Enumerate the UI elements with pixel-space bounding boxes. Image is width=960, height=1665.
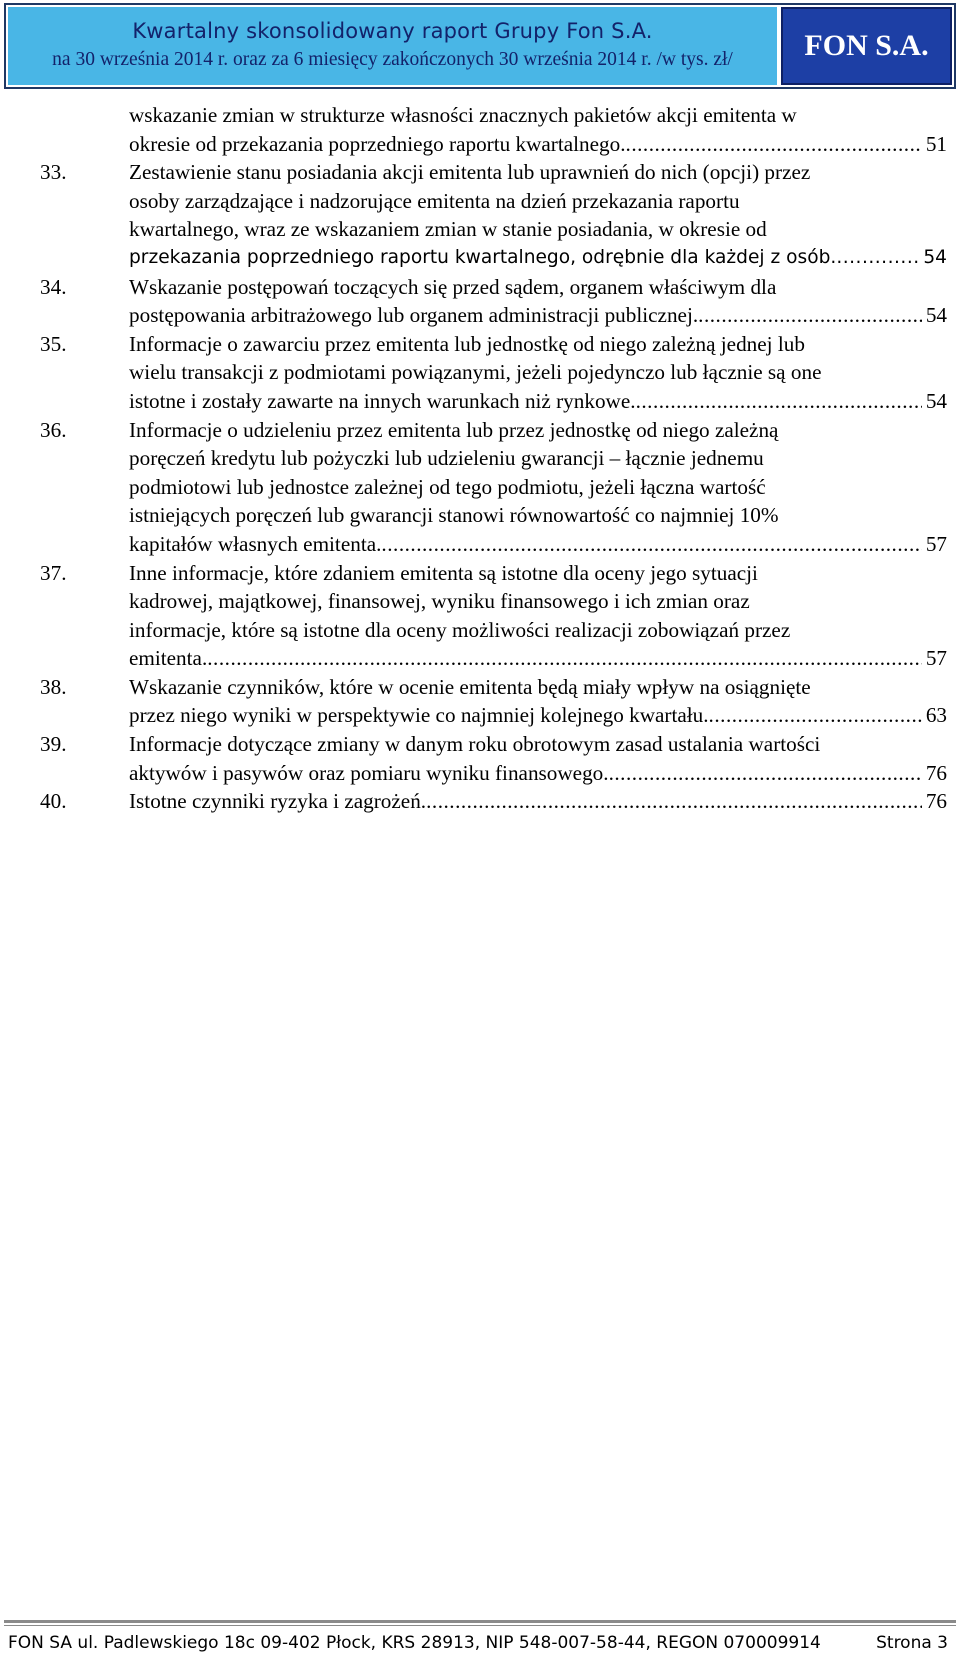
toc-page-number: 63 [925,703,947,728]
toc-leader-dots [381,530,921,559]
toc-leader-dots [609,759,922,788]
toc-line: podmiotowi lub jednostce zależnej od tego podmiotu, jeżeli łączna wartość [129,474,766,499]
toc-last-line [129,701,947,730]
toc-leader-dots [698,301,922,330]
toc-leader-dots [836,244,919,273]
toc-line: istotne i zostały zawarte na innych warunkach niż rynkowe. [129,388,636,413]
toc-leader-dots [626,130,922,159]
toc-line: Istotne czynniki ryzyka i zagrożeń. [129,789,427,814]
toc-line: Informacje o zawarciu przez emitenta lub jednostkę od niego zależną jednej lub [129,331,805,356]
toc-entry-number: 37. [40,560,67,585]
toc-line: Informacje dotyczące zmiany w danym roku obrotowym zasad ustalania wartości [129,732,821,757]
page-header [4,3,956,89]
toc-leader-dots [636,387,922,416]
header-title: Kwartalny skonsolidowany raport Grupy Fon S.A. [132,19,653,43]
toc-page-number: 54 [925,388,947,413]
toc-entry-number: 40. [40,789,67,814]
toc-line: informacje, które są istotne dla oceny możliwości realizacji zobowiązań przez [129,617,791,642]
footer-divider-thin [4,1625,956,1626]
toc-line: kadrowej, majątkowej, finansowej, wyniku finansowego i ich zmian oraz [129,589,750,614]
toc-page-number: 54 [923,246,947,268]
header-brand: FON S.A. [781,7,952,85]
toc-entry-continued[interactable] [0,101,960,158]
toc-entry-number: 36. [40,417,67,442]
toc-page-number: 76 [925,760,947,785]
header-subtitle: na 30 września 2014 r. oraz za 6 miesięcy zakończonych 30 września 2014 r. /w tys. zł/ [52,49,733,70]
toc-line: wskazanie zmian w strukturze własności znacznych pakietów akcji emitenta w [129,103,797,127]
toc-line: Wskazanie czynników, które w ocenie emitenta będą miały wpływ na osiągnięte [129,674,811,699]
footer-divider [4,1620,956,1623]
toc-leader-dots [709,701,922,730]
toc-line: Informacje o udzieleniu przez emitenta lub przez jednostkę od niego zależną [129,417,779,442]
toc-line: aktywów i pasywów oraz pomiaru wyniku finansowego. [129,760,609,785]
footer-company-info: FON SA ul. Padlewskiego 18c 09-402 Płock, KRS 28913, NIP 548-007-58-44, REGON 070009914 [8,1633,821,1653]
toc-line: poręczeń kredytu lub pożyczki lub udzieleniu gwarancji – łącznie jednemu [129,446,764,471]
footer-page-number: Strona 3 [876,1633,948,1653]
toc-last-line [129,130,947,159]
toc-entry-34[interactable] [0,273,960,330]
toc-entry-39[interactable] [0,730,960,787]
toc-line: istniejących poręczeń lub gwarancji stanowi równowartość co najmniej 10% [129,503,779,528]
toc-line: okresie od przekazania poprzedniego raportu kwartalnego. [129,131,626,156]
toc-leader-dots [426,787,922,816]
toc-entry-number: 34. [40,274,67,299]
toc-last-line [129,787,947,816]
toc-last-line [129,759,947,788]
toc-line: emitenta. [129,646,208,671]
toc-line: kwartalnego, wraz ze wskazaniem zmian w stanie posiadania, w okresie od [129,217,767,242]
toc-entry-number: 35. [40,331,67,356]
toc-page-number: 54 [925,303,947,328]
toc-page-number: 51 [925,131,947,156]
toc-line: postępowania arbitrażowego lub organem administracji publicznej. [129,303,699,328]
toc-last-line [129,301,947,330]
toc-entry-33[interactable] [0,158,960,272]
toc-entry-number: 33. [40,160,67,185]
toc-line: wielu transakcji z podmiotami powiązanymi, jeżeli pojedynczo lub łącznie są one [129,360,822,385]
toc-entry-38[interactable] [0,673,960,730]
toc-line: przez niego wyniki w perspektywie co najmniej kolejnego kwartału. [129,703,709,728]
toc-entry-40[interactable] [0,787,960,816]
toc-entry-37[interactable] [0,559,960,673]
toc-entry-36[interactable] [0,416,960,559]
toc-line: Inne informacje, które zdaniem emitenta są istotne dla oceny jego sytuacji [129,560,758,585]
toc-page-number: 57 [925,531,947,556]
page-footer [8,1633,948,1653]
toc-line: kapitałów własnych emitenta. [129,531,382,556]
toc-last-line [129,530,947,559]
toc-entry-number: 38. [40,674,67,699]
toc-entry-number: 39. [40,732,67,757]
toc-last-line [129,387,947,416]
toc-line: Wskazanie postępowań toczących się przed sądem, organem właściwym dla [129,274,777,299]
header-title-box [8,7,777,85]
toc-page-number: 76 [925,789,947,814]
toc-line: osoby zarządzające i nadzorujące emitenta na dzień przekazania raportu [129,188,740,213]
table-of-contents [0,101,960,816]
toc-line: Zestawienie stanu posiadania akcji emitenta lub uprawnień do nich (opcji) przez [129,160,811,185]
toc-leader-dots [207,644,922,673]
toc-line: przekazania poprzedniego raportu kwartalnego, odrębnie dla każdej z osób. [129,246,837,268]
toc-page-number: 57 [925,646,947,671]
toc-entry-35[interactable] [0,330,960,416]
toc-last-line [129,244,947,273]
toc-last-line [129,644,947,673]
